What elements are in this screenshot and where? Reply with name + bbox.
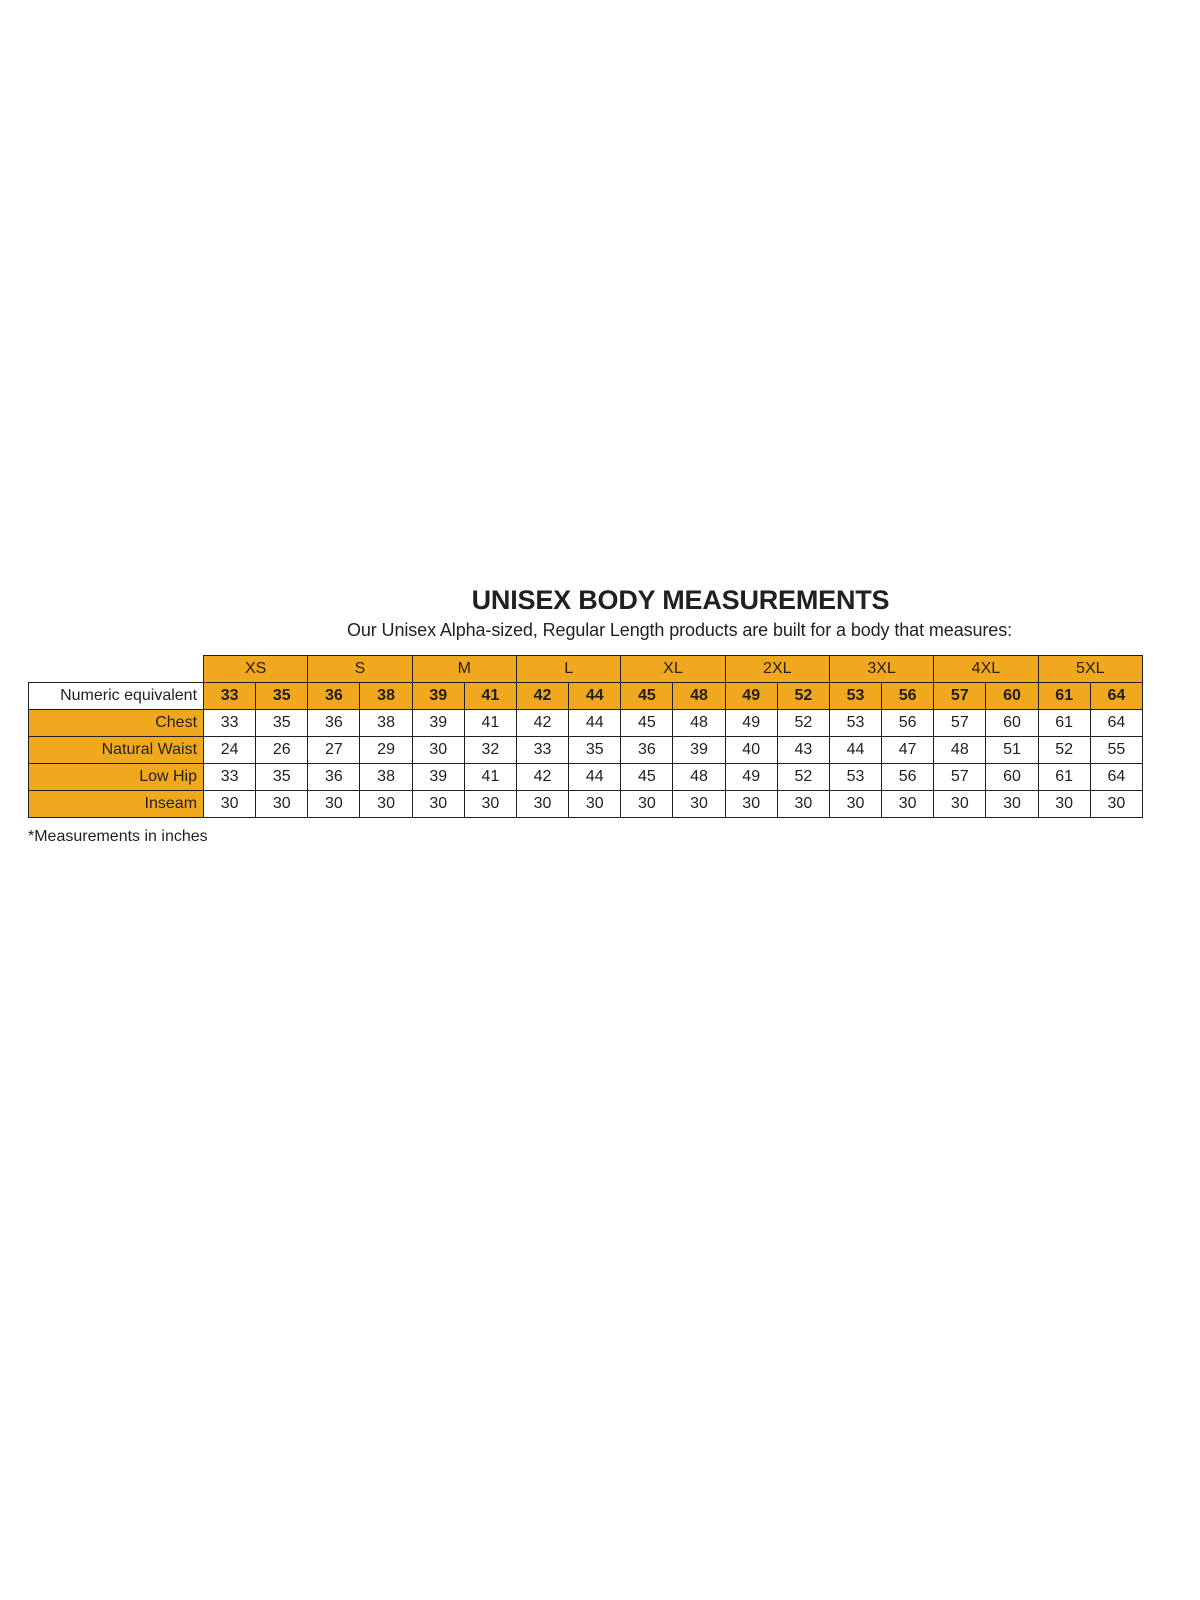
cell-hip-14: 57 [934, 764, 986, 791]
cell-waist-1: 26 [256, 737, 308, 764]
size-header-l: L [516, 656, 620, 683]
cell-waist-3: 29 [360, 737, 412, 764]
cell-chest-13: 56 [882, 710, 934, 737]
cell-inseam-10: 30 [725, 791, 777, 818]
cell-waist-12: 44 [829, 737, 881, 764]
row-label-low-hip: Low Hip [29, 764, 204, 791]
cell-chest-8: 45 [621, 710, 673, 737]
size-header-4xl: 4XL [934, 656, 1038, 683]
cell-hip-5: 41 [464, 764, 516, 791]
cell-hip-8: 45 [621, 764, 673, 791]
cell-inseam-11: 30 [777, 791, 829, 818]
cell-numeric-8: 45 [621, 683, 673, 710]
cell-chest-1: 35 [256, 710, 308, 737]
cell-waist-8: 36 [621, 737, 673, 764]
cell-waist-6: 33 [516, 737, 568, 764]
cell-chest-6: 42 [516, 710, 568, 737]
cell-hip-2: 36 [308, 764, 360, 791]
cell-numeric-13: 56 [882, 683, 934, 710]
cell-inseam-1: 30 [256, 791, 308, 818]
cell-numeric-10: 49 [725, 683, 777, 710]
size-header-xs: XS [204, 656, 308, 683]
cell-hip-11: 52 [777, 764, 829, 791]
cell-hip-6: 42 [516, 764, 568, 791]
row-label-inseam: Inseam [29, 791, 204, 818]
row-label-chest: Chest [29, 710, 204, 737]
cell-chest-10: 49 [725, 710, 777, 737]
cell-hip-4: 39 [412, 764, 464, 791]
cell-waist-15: 51 [986, 737, 1038, 764]
table-row-natural-waist [29, 737, 1143, 764]
page-subtitle: Our Unisex Alpha-sized, Regular Length products are built for a body that measures: [346, 620, 1013, 640]
size-header-5xl: 5XL [1038, 656, 1142, 683]
cell-numeric-11: 52 [777, 683, 829, 710]
cell-chest-3: 38 [360, 710, 412, 737]
cell-inseam-2: 30 [308, 791, 360, 818]
cell-hip-3: 38 [360, 764, 412, 791]
cell-numeric-1: 35 [256, 683, 308, 710]
cell-numeric-0: 33 [204, 683, 256, 710]
cell-numeric-14: 57 [934, 683, 986, 710]
cell-inseam-0: 30 [204, 791, 256, 818]
cell-inseam-7: 30 [569, 791, 621, 818]
cell-waist-9: 39 [673, 737, 725, 764]
cell-numeric-3: 38 [360, 683, 412, 710]
table-row-chest [29, 710, 1143, 737]
cell-chest-17: 64 [1090, 710, 1142, 737]
cell-hip-10: 49 [725, 764, 777, 791]
cell-inseam-6: 30 [516, 791, 568, 818]
cell-waist-0: 24 [204, 737, 256, 764]
cell-inseam-9: 30 [673, 791, 725, 818]
cell-waist-14: 48 [934, 737, 986, 764]
cell-chest-9: 48 [673, 710, 725, 737]
cell-numeric-7: 44 [569, 683, 621, 710]
cell-chest-11: 52 [777, 710, 829, 737]
cell-inseam-3: 30 [360, 791, 412, 818]
cell-chest-0: 33 [204, 710, 256, 737]
cell-inseam-12: 30 [829, 791, 881, 818]
cell-inseam-15: 30 [986, 791, 1038, 818]
cell-chest-16: 61 [1038, 710, 1090, 737]
cell-chest-12: 53 [829, 710, 881, 737]
unisex-body-measurements-table [28, 655, 1143, 818]
cell-inseam-5: 30 [464, 791, 516, 818]
cell-waist-10: 40 [725, 737, 777, 764]
cell-hip-13: 56 [882, 764, 934, 791]
cell-waist-2: 27 [308, 737, 360, 764]
size-header-m: M [412, 656, 516, 683]
cell-inseam-16: 30 [1038, 791, 1090, 818]
table-row-inseam [29, 791, 1143, 818]
size-chart-container [28, 585, 1173, 846]
cell-chest-5: 41 [464, 710, 516, 737]
header-corner-blank [29, 656, 204, 683]
cell-chest-15: 60 [986, 710, 1038, 737]
table-row-low-hip [29, 764, 1143, 791]
measurement-units-footnote: *Measurements in inches [28, 828, 208, 845]
cell-inseam-17: 30 [1090, 791, 1142, 818]
cell-waist-4: 30 [412, 737, 464, 764]
cell-numeric-15: 60 [986, 683, 1038, 710]
row-label-natural-waist: Natural Waist [29, 737, 204, 764]
cell-hip-9: 48 [673, 764, 725, 791]
cell-waist-13: 47 [882, 737, 934, 764]
cell-chest-4: 39 [412, 710, 464, 737]
cell-numeric-2: 36 [308, 683, 360, 710]
cell-numeric-6: 42 [516, 683, 568, 710]
cell-numeric-4: 39 [412, 683, 464, 710]
size-header-2xl: 2XL [725, 656, 829, 683]
cell-numeric-17: 64 [1090, 683, 1142, 710]
cell-hip-15: 60 [986, 764, 1038, 791]
row-label-numeric-equivalent: Numeric equivalent [29, 683, 204, 710]
cell-hip-1: 35 [256, 764, 308, 791]
cell-inseam-8: 30 [621, 791, 673, 818]
size-header-xl: XL [621, 656, 725, 683]
cell-hip-7: 44 [569, 764, 621, 791]
size-header-3xl: 3XL [829, 656, 933, 683]
cell-waist-5: 32 [464, 737, 516, 764]
cell-waist-11: 43 [777, 737, 829, 764]
cell-hip-12: 53 [829, 764, 881, 791]
cell-numeric-9: 48 [673, 683, 725, 710]
cell-hip-0: 33 [204, 764, 256, 791]
cell-numeric-12: 53 [829, 683, 881, 710]
cell-inseam-4: 30 [412, 791, 464, 818]
cell-chest-2: 36 [308, 710, 360, 737]
cell-hip-16: 61 [1038, 764, 1090, 791]
size-header-s: S [308, 656, 412, 683]
table-header-row [29, 656, 1143, 683]
cell-numeric-16: 61 [1038, 683, 1090, 710]
table-row-numeric-equivalent [29, 683, 1143, 710]
page-title: UNISEX BODY MEASUREMENTS [471, 585, 890, 615]
cell-hip-17: 64 [1090, 764, 1142, 791]
cell-numeric-5: 41 [464, 683, 516, 710]
cell-waist-17: 55 [1090, 737, 1142, 764]
cell-inseam-13: 30 [882, 791, 934, 818]
cell-waist-16: 52 [1038, 737, 1090, 764]
cell-inseam-14: 30 [934, 791, 986, 818]
cell-waist-7: 35 [569, 737, 621, 764]
cell-chest-7: 44 [569, 710, 621, 737]
cell-chest-14: 57 [934, 710, 986, 737]
